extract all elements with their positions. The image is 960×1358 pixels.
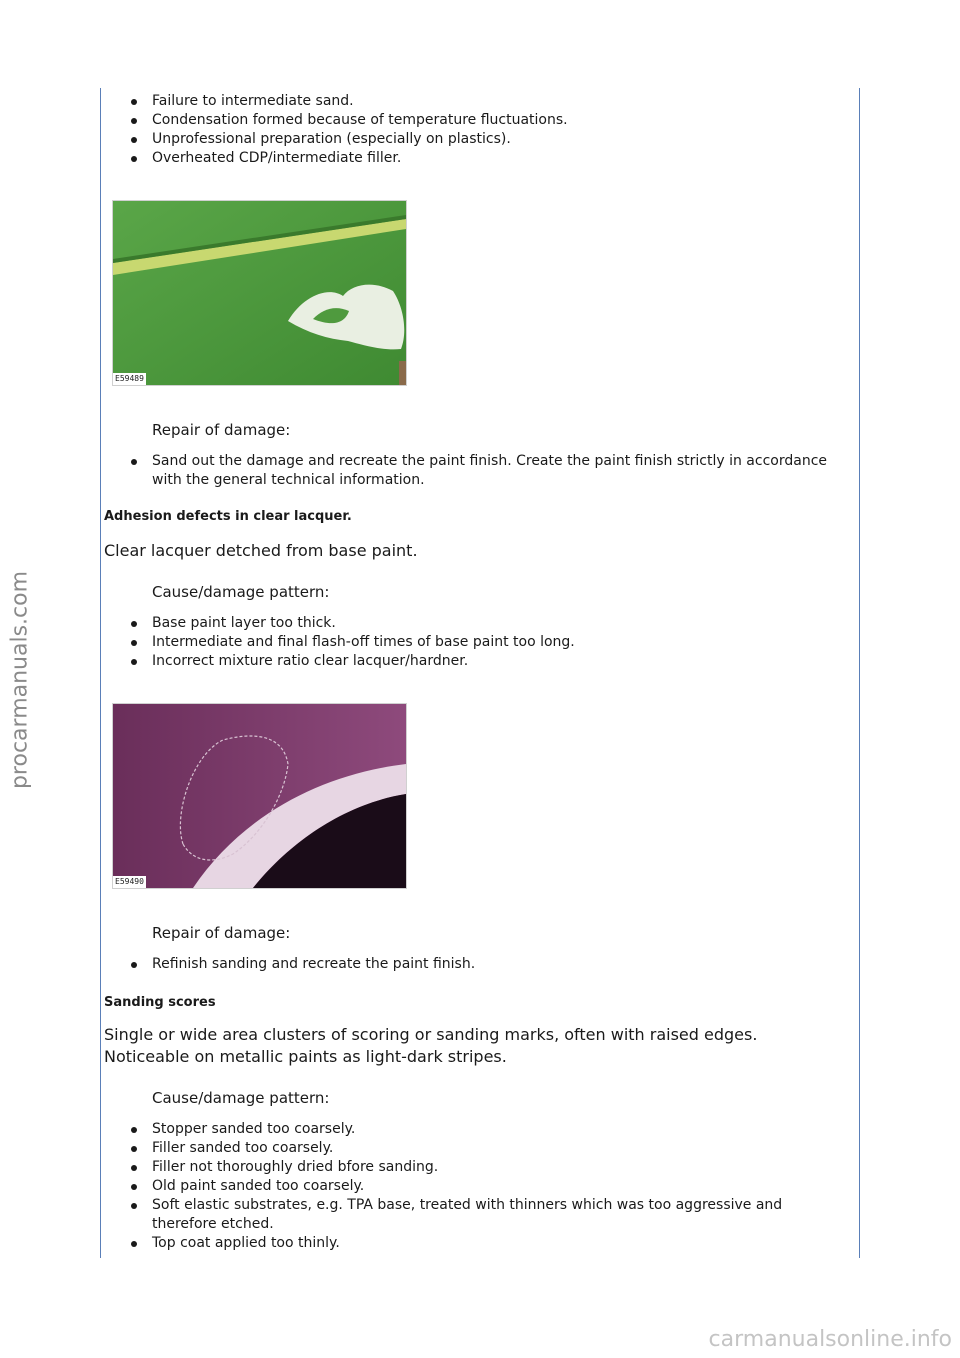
cause-label: Cause/damage pattern: bbox=[152, 1089, 330, 1107]
list-item: Incorrect mixture ratio clear lacquer/hardner. bbox=[104, 652, 844, 671]
figure-code: E59489 bbox=[115, 374, 144, 383]
list-item: Filler sanded too coarsely. bbox=[104, 1139, 844, 1158]
repair-list bbox=[104, 452, 844, 490]
list-item: Top coat applied too thinly. bbox=[104, 1234, 844, 1253]
figure-green-paint-peel bbox=[112, 200, 407, 386]
cause-list bbox=[104, 1120, 844, 1253]
right-border-line bbox=[859, 88, 860, 1258]
cause-list bbox=[104, 614, 844, 671]
section-heading: Adhesion defects in clear lacquer. bbox=[104, 509, 352, 524]
page-content bbox=[104, 92, 844, 1253]
list-item: Base paint layer too thick. bbox=[104, 614, 844, 633]
list-item: Overheated CDP/intermediate filler. bbox=[104, 149, 844, 168]
list-item: Stopper sanded too coarsely. bbox=[104, 1120, 844, 1139]
top-cause-list bbox=[104, 92, 844, 168]
repair-list bbox=[104, 955, 844, 974]
list-item: Failure to intermediate sand. bbox=[104, 92, 844, 111]
list-item: Old paint sanded too coarsely. bbox=[104, 1177, 844, 1196]
list-item: Filler not thoroughly dried bfore sanding. bbox=[104, 1158, 844, 1177]
list-item: Unprofessional preparation (especially on plastics). bbox=[104, 130, 844, 149]
figure-code: E59490 bbox=[115, 877, 144, 886]
repair-label: Repair of damage: bbox=[152, 421, 291, 439]
figure-purple-lacquer-detach bbox=[112, 703, 407, 889]
section-description: Single or wide area clusters of scoring or sanding marks, often with raised edges. Noticeable on metallic paints as light-dark stripes. bbox=[104, 1025, 758, 1066]
section-description: Clear lacquer detched from base paint. bbox=[104, 541, 418, 560]
list-item: Intermediate and final flash-off times of base paint too long. bbox=[104, 633, 844, 652]
list-item: Soft elastic substrates, e.g. TPA base, treated with thinners which was too aggressive and therefore etched. bbox=[104, 1196, 844, 1234]
section-heading: Sanding scores bbox=[104, 995, 216, 1010]
list-item: Refinish sanding and recreate the paint finish. bbox=[104, 955, 844, 974]
footer-watermark: carmanualsonline.info bbox=[708, 1327, 952, 1352]
list-item: Sand out the damage and recreate the paint finish. Create the paint finish strictly in accordance with the general technical information. bbox=[104, 452, 844, 490]
left-border-line bbox=[100, 88, 101, 1258]
cause-label: Cause/damage pattern: bbox=[152, 583, 330, 601]
repair-label: Repair of damage: bbox=[152, 924, 291, 942]
side-watermark: procarmanuals.com bbox=[7, 570, 33, 790]
list-item: Condensation formed because of temperature fluctuations. bbox=[104, 111, 844, 130]
